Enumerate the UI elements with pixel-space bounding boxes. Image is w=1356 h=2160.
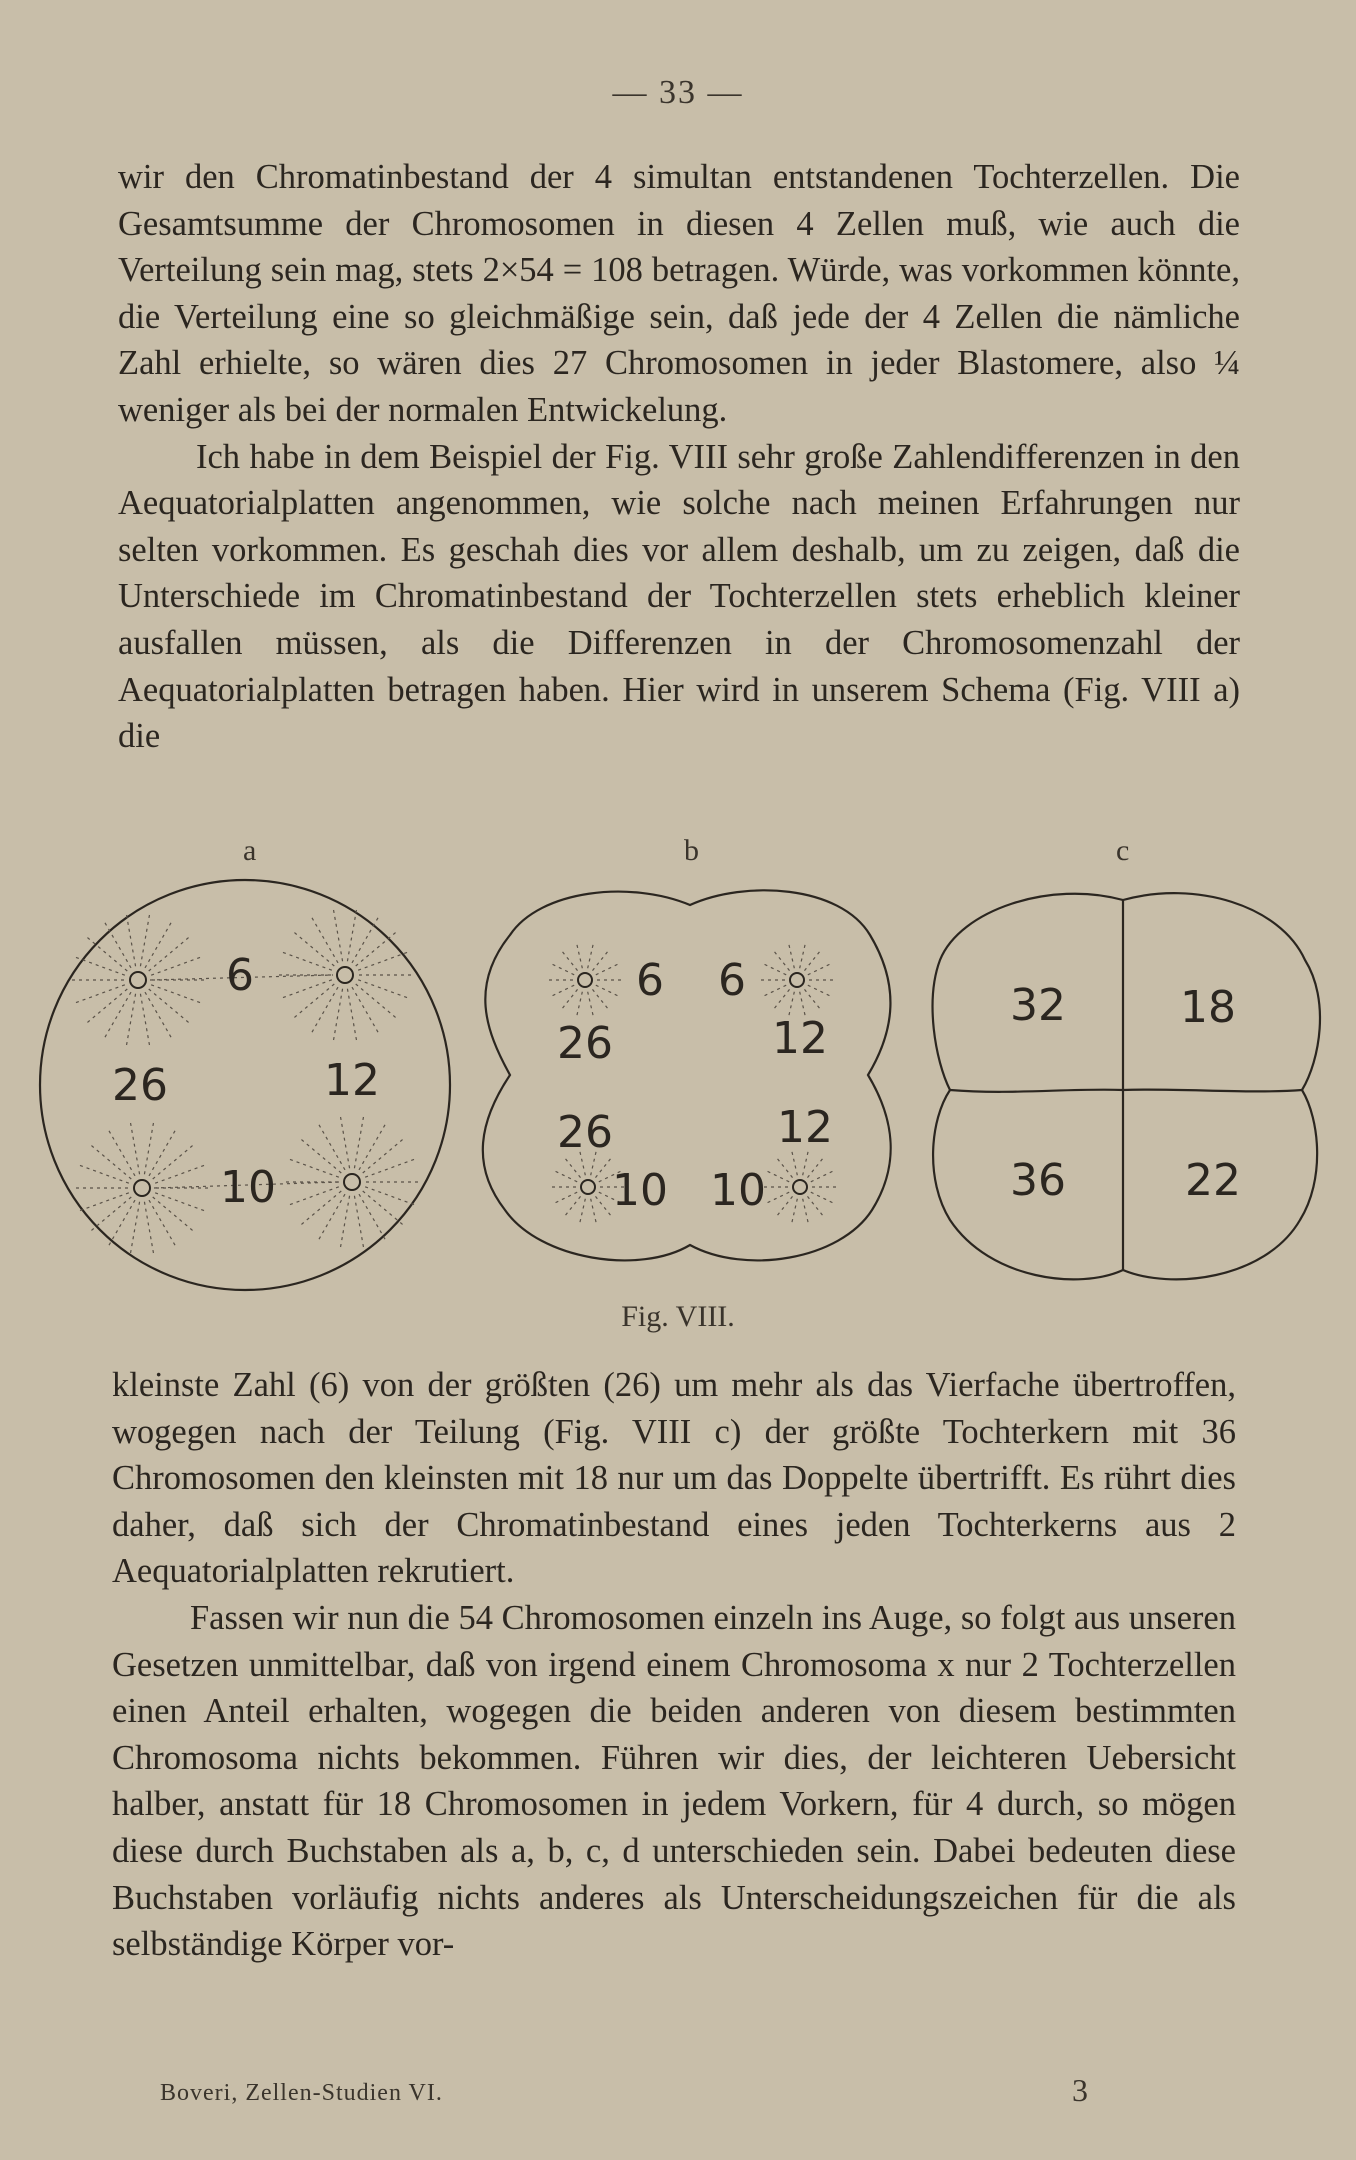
panel-c-diagram xyxy=(933,893,1320,1279)
centrosome-icon xyxy=(793,1180,807,1194)
chromosome-count: 36 xyxy=(1010,1155,1066,1206)
aster-ray xyxy=(317,1121,345,1169)
aster-ray xyxy=(354,1113,364,1168)
centrosome-icon xyxy=(344,1174,360,1190)
aster-ray xyxy=(340,1196,350,1251)
aster-ray xyxy=(149,1127,177,1175)
figure-caption: Fig. VIII. xyxy=(621,1300,735,1333)
centrosome-icon xyxy=(337,967,353,983)
aster-ray xyxy=(552,1192,577,1204)
aster-ray xyxy=(149,989,192,1025)
centrosome-icon xyxy=(581,1180,595,1194)
chromosome-count: 12 xyxy=(772,1013,828,1064)
paragraph: kleinste Zahl (6) von der größten (26) um mehr als das Vierfache übertroffen, wogegen nach der Teilung (Fig. VIII c) der größte Tochterkern mit 36 Chromosomen den kleinsten mit 18 nur um das Doppelte übertrifft. Es rührt dies daher, daß sich der Chromatinbestand eines jeden Tochterkerns aus 2 Aequatorialplatten rekrutiert. xyxy=(112,1366,1236,1591)
aster-ray xyxy=(775,1156,792,1178)
aster-ray xyxy=(151,956,204,975)
chromosome-count: 6 xyxy=(226,950,254,1001)
aster-ray xyxy=(145,992,173,1040)
aster-ray xyxy=(333,906,343,961)
centrosome-icon xyxy=(578,973,592,987)
aster-ray xyxy=(149,935,192,971)
aster-ray xyxy=(76,1164,129,1183)
aster-ray xyxy=(126,911,136,966)
aster-ray xyxy=(804,989,821,1011)
centrosome-icon xyxy=(790,973,804,987)
aster-ray xyxy=(365,1158,418,1177)
paragraph: Ich habe in dem Beispiel der Fig. VIII sehr große Zahlendifferenzen in den Aequatorialplatten angenommen, wie solche nach meinen Erfahrungen nur selten vorkommen. Es geschah dies vor allem deshalb, um zu zeigen, daß die Unterschiede im Chromatinbestand der Tochterzellen stets erheblich kleiner ausfallen müssen, als die Differenzen in der Chromosomenzahl der Aequatorialplatten betragen haben. Hier wird in unserem Schema (Fig. VIII a) die xyxy=(118,437,1240,756)
aster-ray xyxy=(130,1202,140,1257)
aster-ray xyxy=(76,1193,129,1212)
cell-outline xyxy=(933,893,1320,1279)
panel-label-b: b xyxy=(684,834,699,867)
aster-ray xyxy=(761,963,786,975)
aster-ray xyxy=(151,985,204,1004)
aster-ray xyxy=(130,1119,140,1174)
aster-ray xyxy=(333,989,343,1044)
aster-ray xyxy=(153,1197,196,1233)
aster-ray xyxy=(807,1196,824,1218)
panel-a-diagram xyxy=(40,880,450,1290)
chromosome-count: 12 xyxy=(777,1102,833,1153)
aster-ray xyxy=(347,989,357,1044)
cell-outline xyxy=(40,880,450,1290)
aster-ray xyxy=(155,1164,208,1183)
chromosome-count: 26 xyxy=(557,1018,613,1069)
aster-ray xyxy=(140,994,150,1049)
cell-outline xyxy=(483,890,891,1260)
aster-ray xyxy=(126,994,136,1049)
aster-ray xyxy=(365,1187,418,1206)
aster-ray xyxy=(352,987,380,1035)
aster-ray xyxy=(144,1202,154,1257)
paragraph: wir den Chromatinbestand der 4 simultan entstandenen Tochterzellen. Die Gesamtsumme der Chromosomen in diesen 4 Zellen muß, wie auch die Verteilung sein mag, stets 2×54 = 108 betragen. Würde, was vorkommen könnte, die Verteilung eine so gleichmäßige sein, daß jede der 4 Zellen die nämliche Zahl erhielte, so wären dies 27 Chromosomen in jeder Blastomere, also ¼ weniger als bei der normalen Entwickelung. xyxy=(118,158,1240,429)
aster-ray xyxy=(764,1192,789,1204)
aster-ray xyxy=(347,906,357,961)
aster-ray xyxy=(764,1170,789,1182)
panel-b-diagram xyxy=(483,890,891,1260)
chromosome-count: 22 xyxy=(1185,1155,1241,1206)
aster-ray xyxy=(286,1187,339,1206)
chromosome-count: 6 xyxy=(636,955,664,1006)
cell-divider xyxy=(950,1090,1302,1092)
aster-ray xyxy=(298,1137,341,1173)
aster-ray xyxy=(88,1143,131,1179)
chromosome-count: 18 xyxy=(1180,982,1236,1033)
aster-ray xyxy=(140,911,150,966)
aster-ray xyxy=(84,989,127,1025)
aster-ray xyxy=(279,980,332,999)
aster-ray xyxy=(354,1196,364,1251)
centrosome-icon xyxy=(134,1180,150,1196)
aster-ray xyxy=(291,984,334,1020)
footer-signature-mark: 3 xyxy=(1072,2072,1088,2108)
aster-ray xyxy=(153,1143,196,1179)
aster-ray xyxy=(298,1191,341,1227)
chromosome-count: 10 xyxy=(612,1165,668,1216)
aster-ray xyxy=(310,987,338,1035)
aster-ray xyxy=(775,1196,792,1218)
panel-label-a: a xyxy=(243,834,257,867)
aster-ray xyxy=(88,1197,131,1233)
aster-ray xyxy=(340,1113,350,1168)
centrosome-icon xyxy=(130,972,146,988)
chromosome-count: 12 xyxy=(324,1055,380,1106)
aster-ray xyxy=(310,914,338,962)
aster-ray xyxy=(592,949,609,971)
aster-ray xyxy=(145,919,173,967)
aster-ray xyxy=(588,992,594,1019)
aster-ray xyxy=(596,985,621,997)
chromosome-count: 32 xyxy=(1010,980,1066,1031)
chromosome-count: 6 xyxy=(718,955,746,1006)
aster-ray xyxy=(803,1199,809,1226)
aster-ray xyxy=(791,1199,797,1226)
aster-ray xyxy=(549,963,574,975)
aster-ray xyxy=(358,980,411,999)
aster-ray xyxy=(560,989,577,1011)
aster-ray xyxy=(356,930,399,966)
aster-ray xyxy=(592,989,609,1011)
aster-ray xyxy=(807,1156,824,1178)
aster-ray xyxy=(552,1170,577,1182)
aster-ray xyxy=(576,992,582,1019)
aster-ray xyxy=(563,1156,580,1178)
aster-ray xyxy=(103,919,131,967)
aster-ray xyxy=(144,1119,154,1174)
footer-running-title: Boveri, Zellen-Studien VI. xyxy=(160,2080,443,2106)
panel-label-c: c xyxy=(1116,834,1130,867)
aster-ray xyxy=(155,1193,208,1212)
aster-ray xyxy=(352,914,380,962)
aster-ray xyxy=(149,1200,177,1248)
aster-ray xyxy=(596,963,621,975)
aster-ray xyxy=(788,941,794,968)
aster-ray xyxy=(588,941,594,968)
chromosome-count: 10 xyxy=(710,1165,766,1216)
aster-ray xyxy=(595,1196,612,1218)
aster-ray xyxy=(549,985,574,997)
aster-ray xyxy=(811,1170,836,1182)
figure-viii xyxy=(0,860,1356,1300)
aster-ray xyxy=(772,989,789,1011)
chromosome-count: 26 xyxy=(557,1107,613,1158)
aster-ray xyxy=(761,985,786,997)
aster-ray xyxy=(286,1158,339,1177)
aster-ray xyxy=(107,1127,135,1175)
body-text-top xyxy=(118,154,1240,760)
aster-ray xyxy=(363,1137,406,1173)
aster-ray xyxy=(84,935,127,971)
aster-ray xyxy=(579,1199,585,1226)
aster-ray xyxy=(279,951,332,970)
body-text-bottom xyxy=(112,1362,1236,1968)
aster-ray xyxy=(72,985,125,1004)
paragraph: Fassen wir nun die 54 Chromosomen einzeln ins Auge, so folgt aus unseren Gesetzen unmittelbar, daß von irgend einem Chromosoma x nur 2 Tochterzellen einen Anteil erhalten, wogegen die beiden anderen von diesem bestimmten Chromosoma nichts bekommen. Führen wir dies, der leichteren Uebersicht halber, anstatt für 18 Chromosomen in jedem Vorkern, für 4 durch, so mögen diese durch Buchstaben als a, b, c, d unterschieden sein. Dabei bedeuten diese Buchstaben vorläufig nichts anderes als Unterscheidungszeichen für die als selbständige Körper vor- xyxy=(112,1598,1236,1964)
chromosome-count: 26 xyxy=(112,1060,168,1111)
aster-ray xyxy=(359,1121,387,1169)
aster-ray xyxy=(808,985,833,997)
chromosome-count: 10 xyxy=(220,1162,276,1213)
aster-ray xyxy=(800,941,806,968)
aster-ray xyxy=(772,949,789,971)
aster-ray xyxy=(103,992,131,1040)
aster-ray xyxy=(591,1199,597,1226)
aster-ray xyxy=(804,949,821,971)
aster-ray xyxy=(356,984,399,1020)
aster-ray xyxy=(72,956,125,975)
aster-ray xyxy=(563,1196,580,1218)
aster-ray xyxy=(560,949,577,971)
aster-ray xyxy=(576,941,582,968)
page-number: — 33 — xyxy=(612,74,744,111)
aster-ray xyxy=(595,1156,612,1178)
aster-ray xyxy=(811,1192,836,1204)
aster-ray xyxy=(317,1194,345,1242)
aster-ray xyxy=(291,930,334,966)
aster-ray xyxy=(808,963,833,975)
